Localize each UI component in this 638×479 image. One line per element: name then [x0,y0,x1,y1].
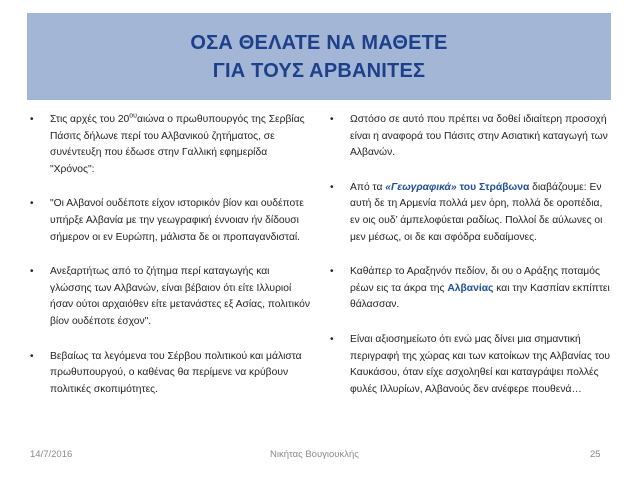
bullet-dot: • [30,266,34,278]
title-banner [27,13,611,100]
title-line-2: ΓΙΑ ΤΟΥΣ ΑΡΒΑΝΙΤΕΣ [212,59,426,82]
footer-date: 14/7/2016 [30,449,73,460]
list-item [30,264,312,330]
list-item [330,264,610,314]
bullet-dot: • [30,350,34,362]
bullet-text: Ανεξαρτήτως από το ζήτημα περί καταγωγής και γλώσσης των Αλβανών, είναι βέβαιον ότι είτε Ιλλυριοί ήσαν ούτοι αρχαιόθεν είτε μετανάστες εξ Ασίας, πολιτικόν βίον ουδέποτε έσχον". [50,266,310,327]
highlight-albania: Αλβανίας [447,282,494,294]
footer-page-number: 25 [590,449,601,460]
bullet-dot: • [330,114,334,125]
list-item [30,112,312,178]
bullet-text: Στις αρχές του $20^{o\upsilon}\alpha\iota ώ\nu\alpha$ ο πρωθυπουργός της Σερβίας Πάσιτς δήλωνε περί του Αλβανικού ζητήματος, σε συνέντευξη που έδωσε στην Γαλλική εφημερίδα "Χρόνος": [50,112,305,175]
list-item [30,349,312,399]
bullet-text: Ωστόσο σε αυτό που πρέπει να δοθεί ιδιαίτερη προσοχή είναι η αναφορά του Πάσιτς στην Ασιατική καταγωγή των Αλβανών. [350,114,608,159]
left-column [30,112,312,416]
title-line-1: ΟΣΑ ΘΕΛΑΤΕ ΝΑ ΜΑΘΕΤΕ [190,31,448,54]
list-item [330,112,610,162]
bullet-dot: • [30,198,34,210]
footer-author: Νικήτας Βουγιουκλής [270,449,359,460]
bullet-dot: • [330,266,334,278]
bullet-text: Είναι αξιοσημείωτο ότι ενώ μας δίνει μια σημαντική περιγραφή της χώρας και των κατοίκων της Αλβανίας του Καυκάσου, όταν είχε ασχοληθεί και καταγράψει πολλές φυλές Ιλλυρίων, Αλβανούς δεν ανέφερε πουθενά… [350,333,610,395]
bullet-text: "Οι Αλβανοί ουδέποτε είχον ιστορικόν βίον και ουδέποτε υπήρξε Αλβανία με την γεωγραφική έννοιαν ήν δίδουσι σήμερον οι εν Ευρώπη, μάλιστα δε οι προπαγανδισταί. [50,198,304,243]
list-item [330,332,610,398]
bullet-text: Από τα «Γεωγραφικά» του Στράβωνα διαβάζουμε: Εν αυτή δε τη Αρμενία πολλά μεν όρη, πολλά δε οροπέδια, εν οις ουδ’ άμπελοφύεται ραδίως. Πολλοί δε αύλωνες οι μεν μέσως, οι δε και σφόδρα ευδαίμονες. [350,181,603,243]
bullet-text: Βεβαίως τα λεγόμενα του Σέρβου πολιτικού και μάλιστα πρωθυπουργού, ο καθένας θα περίμενε να κρύβουν πολιτικές σκοπιμότητες. [50,350,302,395]
bullet-dot: • [330,181,334,193]
right-column [330,112,610,416]
list-item [30,196,312,246]
highlight-geografika: «Γεωγραφικά» [385,181,457,193]
bullet-text: Καθάπερ το Αραξηνόν πεδίον, δι ου ο Αράξης ποταμός ρέων εις τα άκρα της Αλβανίας και την Κασπίαν εκπίπτει θάλασσαν. [350,266,610,311]
highlight-strabo: του Στράβωνα [456,181,530,193]
bullet-dot: • [330,333,334,345]
list-item [330,180,610,246]
bullet-dot: • [30,114,34,125]
